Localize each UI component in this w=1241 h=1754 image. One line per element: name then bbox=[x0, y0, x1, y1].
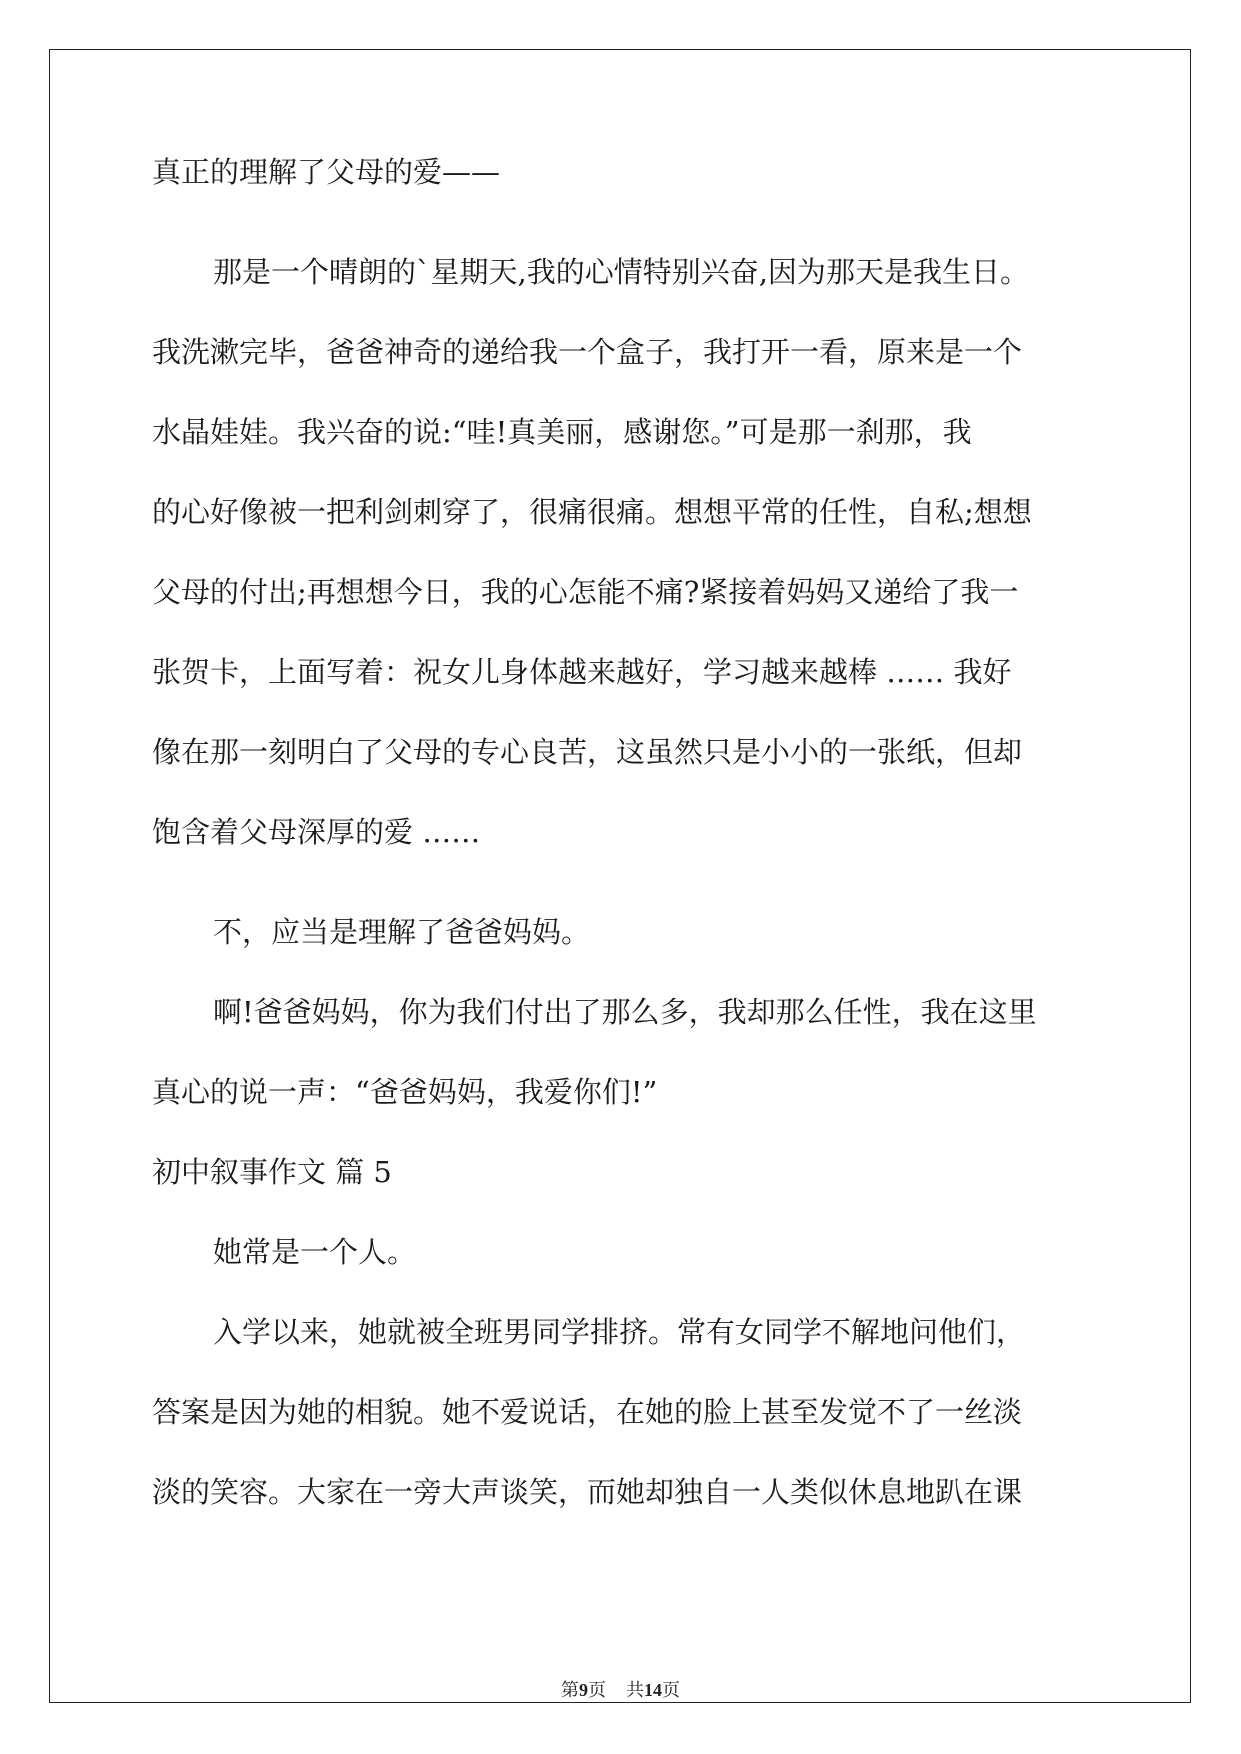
text-line-8: 像在那一刻明白了父母的专心良苦，这虽然只是小小的一张纸，但却 bbox=[152, 735, 1023, 769]
line-text: 那是一个晴朗的`星期天,我的心情特别兴奋,因为那天是我生日。 bbox=[213, 255, 1029, 289]
text-line-12: 真心的说一声：“爸爸妈妈，我爱你们!” bbox=[152, 1075, 658, 1109]
text-line-7: 张贺卡，上面写着：祝女儿身体越来越好，学习越来越棒 …… 我好 bbox=[152, 655, 1012, 689]
section-heading: 初中叙事作文 篇 5 bbox=[152, 1155, 392, 1189]
page-footer bbox=[0, 1678, 1241, 1703]
text-line-17: 淡的笑容。大家在一旁大声谈笑，而她却独自一人类似休息地趴在课 bbox=[152, 1475, 1023, 1509]
text-line-11: 啊!爸爸妈妈，你为我们付出了那么多，我却那么任性，我在这里 bbox=[213, 995, 1037, 1029]
text-line-10: 不，应当是理解了爸爸妈妈。 bbox=[213, 915, 591, 949]
text-line-15: 入学以来，她就被全班男同学排挤。常有女同学不解地问他们， bbox=[213, 1315, 1026, 1349]
text-line-4: 水晶娃娃。我兴奋的说:“哇!真美丽，感谢您。”可是那一刹那，我 bbox=[152, 415, 972, 449]
text-line-14: 她常是一个人。 bbox=[213, 1235, 417, 1269]
footer-page-suffix: 页 bbox=[588, 1680, 606, 1701]
footer-total-pages: 14 bbox=[644, 1680, 662, 1700]
text-line-1: 真正的理解了父母的爱—— bbox=[152, 155, 501, 189]
footer-page-number: 9 bbox=[579, 1680, 588, 1700]
footer-total-suffix: 页 bbox=[662, 1680, 680, 1701]
text-line-5: 的心好像被一把利剑刺穿了，很痛很痛。想想平常的任性，自私;想想 bbox=[152, 495, 1032, 529]
page-border bbox=[49, 49, 1191, 1703]
text-line-9: 饱含着父母深厚的爱 …… bbox=[152, 815, 481, 849]
text-line-3: 我洗漱完毕，爸爸神奇的递给我一个盒子，我打开一看，原来是一个 bbox=[152, 335, 1023, 369]
text-line-16: 答案是因为她的相貌。她不爱说话，在她的脸上甚至发觉不了一丝淡 bbox=[152, 1395, 1023, 1429]
footer-total-prefix: 共 bbox=[626, 1680, 644, 1701]
text-line-2 bbox=[213, 252, 1093, 292]
footer-page-prefix: 第 bbox=[561, 1680, 579, 1701]
text-line-6: 父母的付出;再想想今日，我的心怎能不痛?紧接着妈妈又递给了我一 bbox=[152, 575, 1019, 609]
